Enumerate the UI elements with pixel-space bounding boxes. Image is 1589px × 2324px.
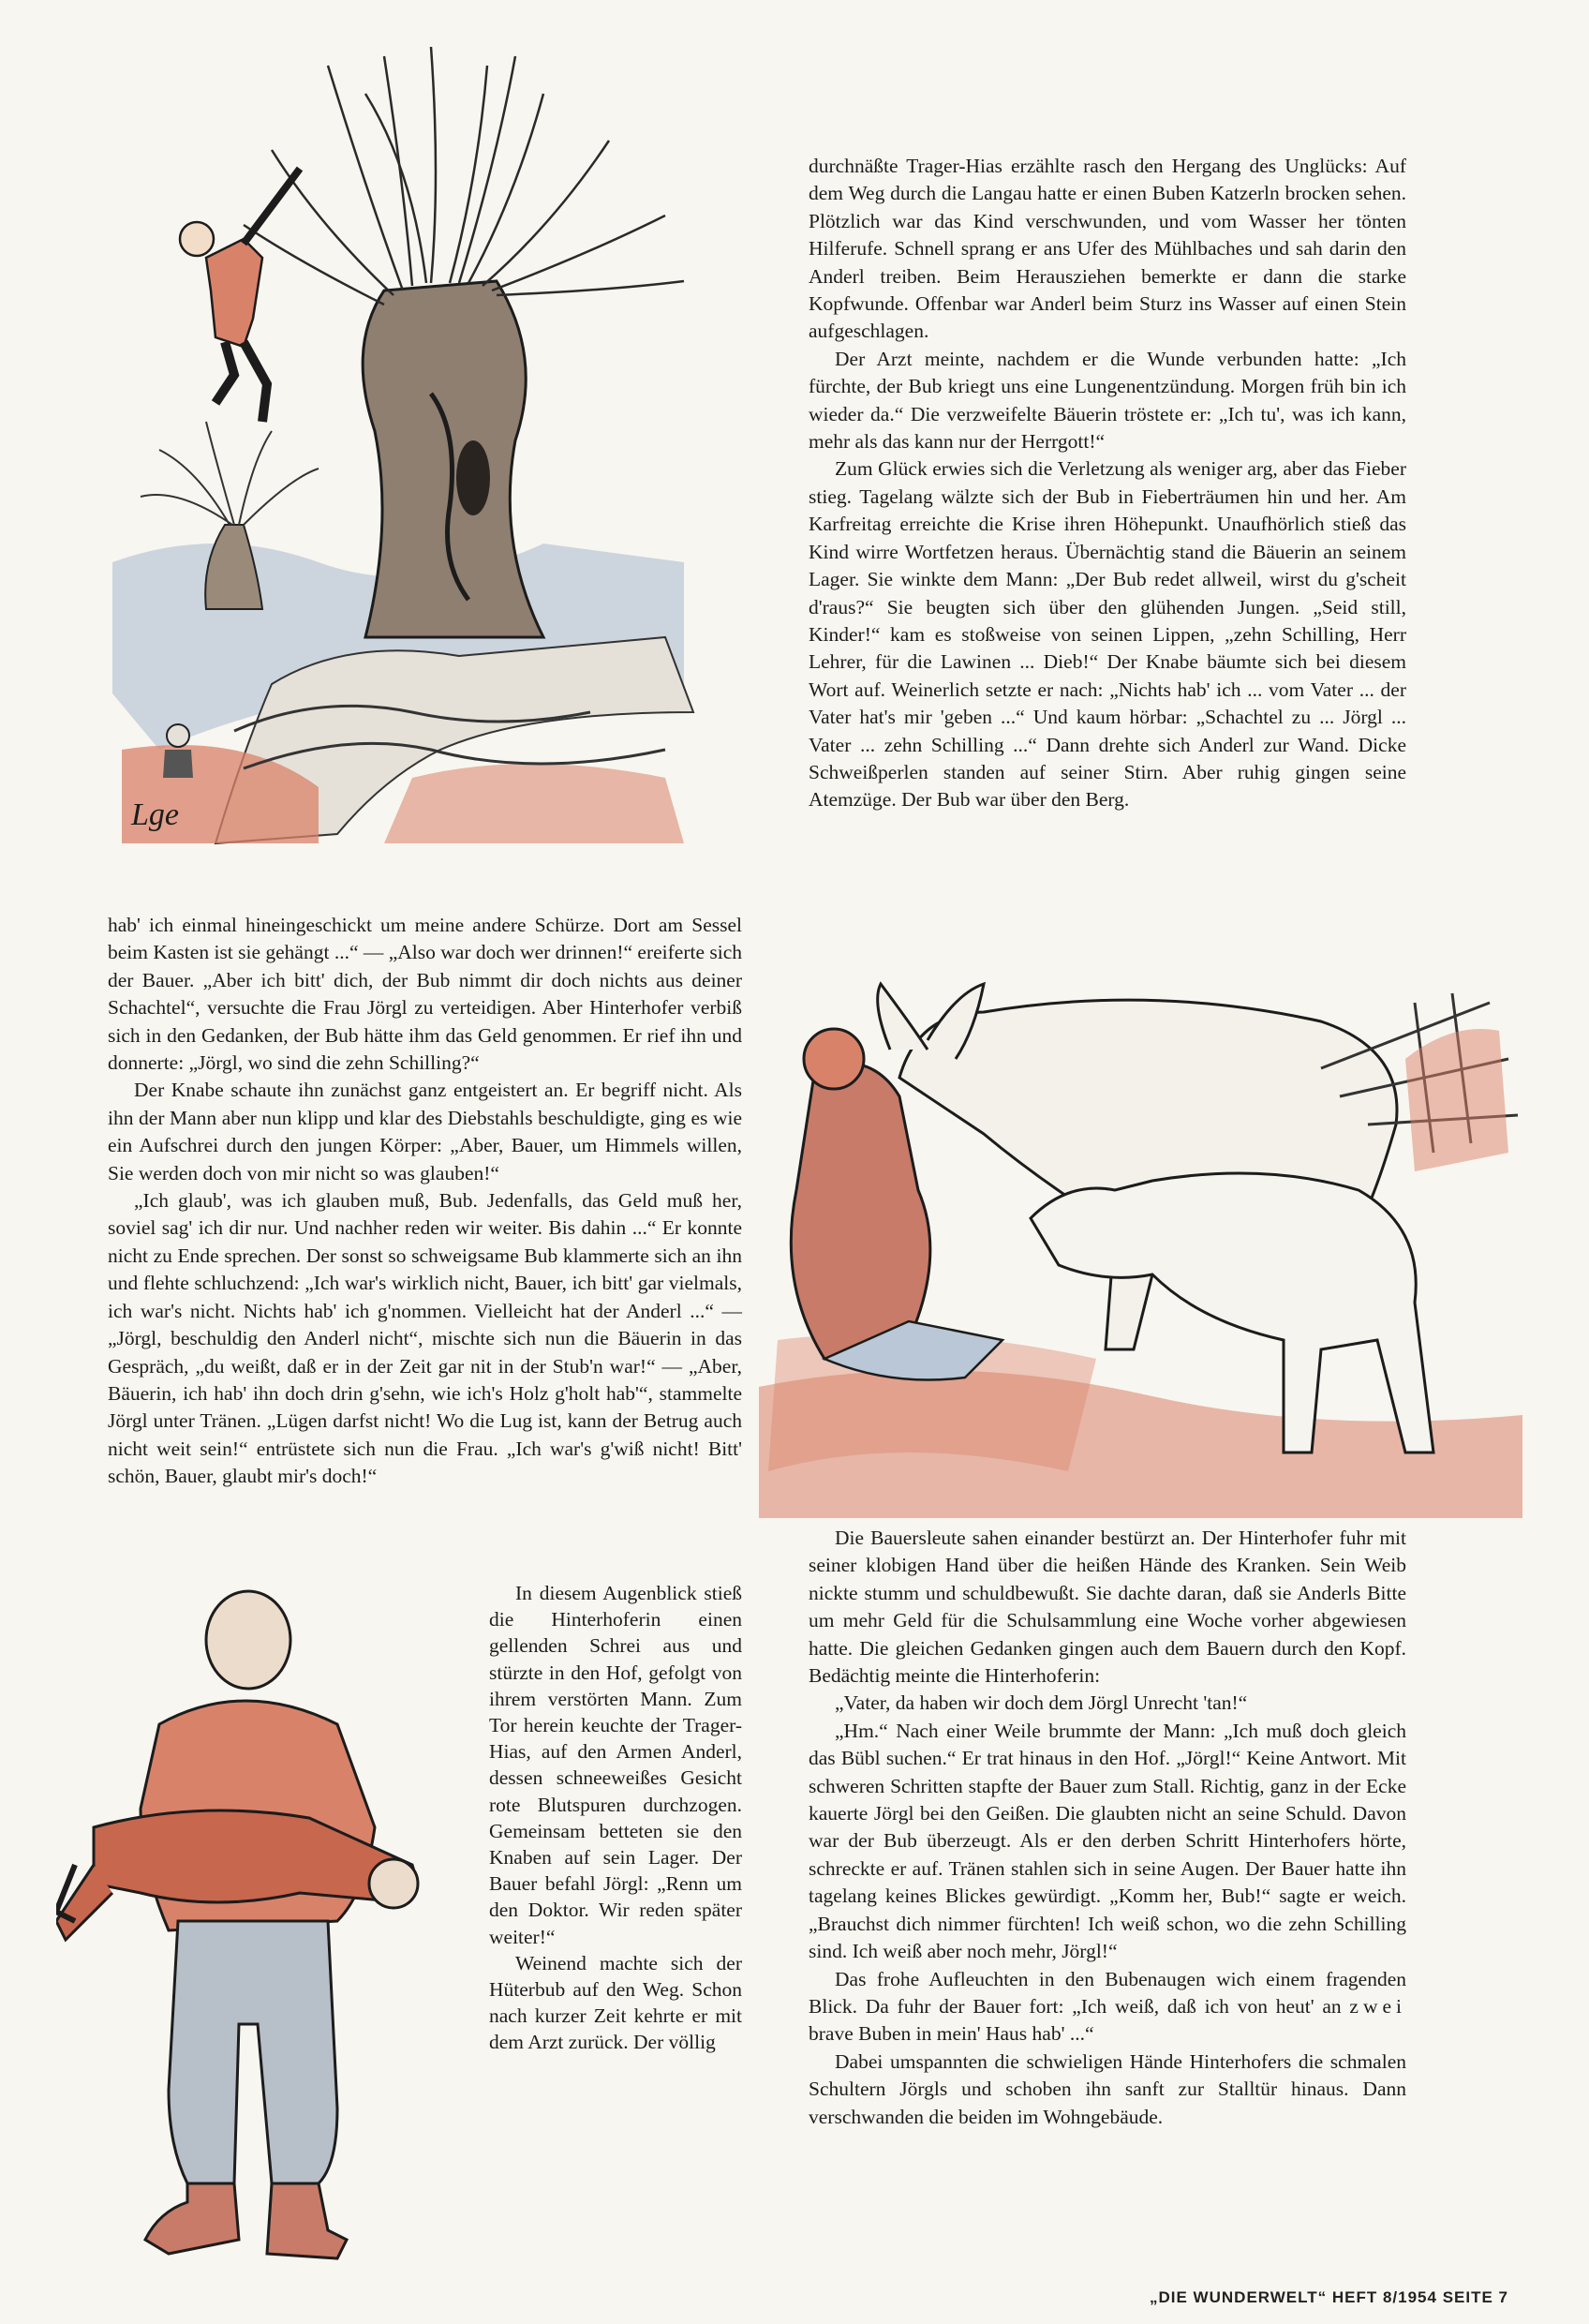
tree-illustration (103, 37, 703, 853)
paragraph: In diesem Augenblick stieß die Hinterhoferin einen gellenden Schrei aus und stürzte in den Hof, gefolgt von ihrem verstörten Mann. Zum Tor herein keuchte der Trager-Hias, auf den Armen Anderl, dessen schneeweißes Gesicht rote Blutspuren durchzogen. Gemeinsam betteten sie den Knaben auf sein Lager. Der Bauer befahl Jörgl: „Renn um den Doktor. Wir reden später weiter!“ (489, 1582, 742, 1948)
paragraph: Zum Glück erwies sich die Verletzung als weniger arg, aber das Fieber stieg. Tagelang wälzte sich der Bub in Fieberträumen hin und her. Am Karfreitag erreichte die Krise ihren Höhepunkt. Unaufhörlich stieß das Kind wirre Wortfetzen heraus. Übernächtig stand die Bäuerin an seinem Lager. Sie winkte dem Mann: „Der Bub redet allweil, wirst du g'scheit d'raus?“ Sie beugten sich über den glühenden Jungen. „Seid still, Kinder!“ kam es stoßweise von seinen Lippen, „zehn Schilling, Herr Lehrer, für die Lawinen ... Dieb!“ Der Knabe bäumte sich bei diesem Wort auf. Weinerlich setzte er nach: „Nichts hab' ich ... vom Vater ... der Vater hat's mir 'geben ...“ Und kaum hörbar: „Schachtel zu ... Jörgl ... Vater ... zehn Schilling ...“ Dann drehte sich Anderl zur Wand. Dicke Schweißperlen standen auf seiner Stirn. Aber ruhig gingen seine Atemzüge. Der Bub war über den Berg. (809, 457, 1406, 812)
paragraph: „Vater, da haben wir doch dem Jörgl Unrecht 'tan!“ (835, 1691, 1248, 1715)
paragraph-part: brave Buben in mein' Haus hab' ...“ (809, 2022, 1094, 2046)
man-carrying-boy-illustration (56, 1584, 450, 2277)
emphasized-word: zwei (1349, 1994, 1406, 2018)
paragraph: Weinend machte sich der Hüterbub auf den Weg. Schon nach kurzer Zeit kehrte er mit dem Arzt zurück. Der völlig (489, 1951, 742, 2054)
paragraph: Der Arzt meinte, nachdem er die Wunde verbunden hatte: „Ich fürchte, der Bub kriegt uns eine Lungenentzündung. Morgen früh bin ich wieder da.“ Die verzweifelte Bäuerin tröstete er: „Ich tu', was ich kann, mehr als das kann nur der Herrgott!“ (809, 347, 1406, 454)
paragraph: Der Knabe schaute ihn zunächst ganz entgeistert an. Er begriff nicht. Als ihn der Mann aber nun klipp und klar des Diebstahls beschuldigte, ging es wie ein Aufschrei durch den jungen Körper: „Aber, Bauer, um Himmels willen, Sie werden doch von mir nicht so was glauben!“ (108, 1079, 742, 1184)
goats-scene-svg (759, 946, 1522, 1518)
paragraph: „Ich glaub', was ich glauben muß, Bub. Jedenfalls, das Geld muß her, soviel sag' ich dir nur. Und nachher reden wir weiter. Bis dahin ...“ Er konnte nicht zu Ende sprechen. Der sonst so schweigsame Bub klammerte sich an ihn und flehte schluchzend: „Ich war's wirklich nicht, Bauer, ich bitt' gar vielmals, ich war's nicht. Nichts hab' ich g'nommen. Vielleicht hat der Anderl ...“ — „Jörgl, beschuldig den Anderl nicht“, mischte sich nun die Bäuerin in das Gespräch, „du weißt, daß er in der Zeit gar nit in der Stub'n war!“ — „Aber, Bäuerin, ich hab' ihn doch drin g'sehn, wie ich's Holz g'holt hab'“, stammelte Jörgl unter Tränen. „Lügen darfst nicht! Wo die Lug ist, kann der Betrug auch nicht weit sein!“ entrüstete sich nun die Frau. „Ich war's g'wiß nicht! Bitt' schön, Bauer, glaubt mir's doch!“ (108, 1189, 742, 1488)
paragraph: hab' ich einmal hineingeschickt um meine andere Schürze. Dort am Sessel beim Kasten ist sie gehängt ...“ — „Also war doch wer drinnen!“ ereiferte sich der Bauer. „Aber ich bitt' dich, der Bub nimmt dir doch nichts aus deiner Schachtel“, versuchte die Frau Jörgl zu verteidigen. Aber Hinterhofer verbiß sich in den Gedanken, der Bub hätte ihm das Geld genommen. Er rief ihn und donnerte: „Jörgl, wo sind die zehn Schilling?“ (108, 914, 743, 1075)
paragraph: „Hm.“ Nach einer Weile brummte der Mann: „Ich muß doch gleich das Bübl suchen.“ Er trat hinaus in den Hof. „Jörgl!“ Keine Antwort. Mit schweren Schritten stapfte der Bauer zum Stall. Richtig, ganz in der Ecke kauerte Jörgl bei den Geißen. Die glaubten nicht an seine Schuld. Davon war der Bub überzeugt. Als er den derben Schritt Hinterhofers hörte, schreckte er auf. Tränen stahlen sich in seine Augen. Der Bauer hatte ihn tagelang keines Blickes gewürdigt. „Komm her, Bub!“ sagte er weich. „Brauchst dich nimmer fürchten! Ich weiß schon, wo die zehn Schilling sind. Ich weiß aber noch mehr, Jörgl!“ (809, 1719, 1406, 1963)
man-scene-svg (56, 1584, 450, 2277)
paragraph (809, 1966, 1406, 2048)
paragraph-part: Das frohe Aufleuchten in den Bubenaugen wich einem fragenden Blick. Da fuhr der Bauer fort: „Ich weiß, daß ich von heut' an (809, 1967, 1406, 2018)
artist-signature: Lge (131, 797, 179, 832)
paragraph: Die Bauersleute sahen einander bestürzt an. Der Hinterhofer fuhr mit seiner klobigen Hand über die heißen Hände des Kranken. Sein Weib nickte stumm und schuldbewußt. Sie dachte daran, daß sie Anderls Bitte um mehr Geld für die Schulsammlung eine Woche vorher abgewiesen hatte. Die gleichen Gedanken gingen auch dem Bauern durch den Kopf. Bedächtig meinte die Hinterhoferin: (809, 1527, 1406, 1688)
paragraph: durchnäßte Trager-Hias erzählte rasch den Hergang des Unglücks: Auf dem Weg durch die Langau hatte er einen Buben Katzerln brocken sehen. Plötzlich war das Kind verschwunden, und vom Wasser her tönten Hilferufe. Schnell sprang er ans Ufer des Mühlbaches und sah darin den Anderl treiben. Beim Herausziehen bemerkte er dann die starke Kopfwunde. Offenbar war Anderl beim Sturz ins Wasser auf einen Stein aufgeschlagen. (809, 155, 1406, 343)
page-footer: „DIE WUNDERWELT“ HEFT 8/1954 SEITE 7 (1150, 2288, 1508, 2306)
text-column-right-top (809, 153, 1406, 814)
text-column-right-bottom (809, 1525, 1406, 2131)
text-column-left-middle (108, 912, 742, 1491)
tree-scene-svg (103, 37, 703, 853)
paragraph: Dabei umspannten die schwieligen Hände Hinterhofers die schmalen Schultern Jörgls und schoben ihn sanft zur Stalltür hinaus. Dann verschwanden die beiden im Wohngebäude. (809, 2049, 1406, 2128)
text-column-left-narrow (489, 1580, 742, 2056)
goats-illustration (759, 946, 1522, 1518)
